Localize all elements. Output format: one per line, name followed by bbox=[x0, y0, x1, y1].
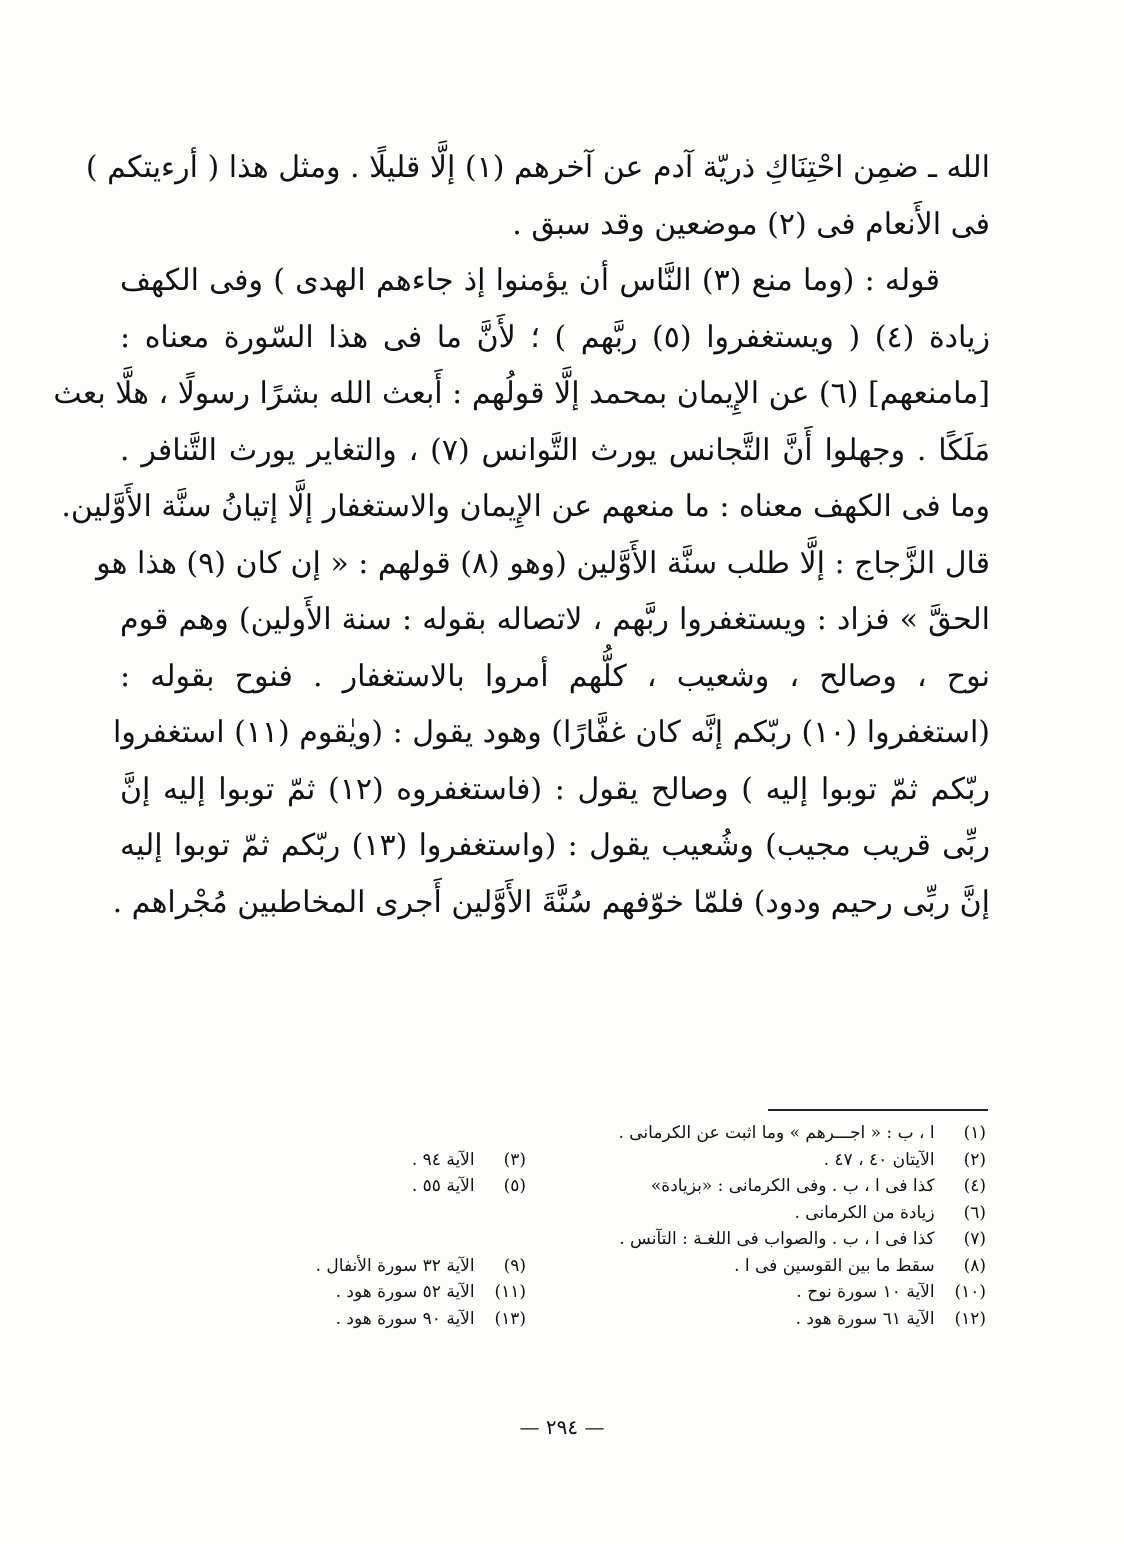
footnote-text: الآية ٥٥ . bbox=[411, 1176, 475, 1196]
main-text bbox=[53, 140, 991, 931]
footnote-text: الآية ٥٢ سورة هود . bbox=[335, 1282, 475, 1302]
footnote bbox=[336, 1306, 526, 1333]
page-body bbox=[53, 140, 991, 931]
text-line: قوله : (وما منع (٣) النَّاس أن يؤمنوا إذ جاءهم الهدى ) وفى الكهف bbox=[120, 263, 940, 298]
text-line: [مامنعهم] (٦) عن الإِيمان بمحمد إلَّا قولُهم : أَبعث الله بشرًا رسولًا ، هلَّا بعث bbox=[53, 376, 990, 411]
footnote bbox=[336, 1279, 526, 1306]
footnote-text: كذا فى ا ، ب . وفى الكرمانى : «بزيادة» bbox=[650, 1176, 935, 1196]
footnote-number: (١) bbox=[963, 1123, 986, 1143]
footnote-number: (٩) bbox=[503, 1255, 526, 1276]
footnote bbox=[796, 1279, 986, 1306]
footnote-number: (٤) bbox=[963, 1176, 986, 1196]
footnote-row bbox=[200, 1279, 986, 1306]
text-line: نوح ، وصالح ، وشعيب ، كلُّهم أمروا بالاستغفار . فنوح بقوله : bbox=[120, 658, 990, 694]
text-line: الحقَّ » فزاد : ويستغفروا ربَّهم ، لاتصاله بقوله : سنة الأَولين) وهم قوم bbox=[120, 602, 990, 637]
page-number: — ٢٩٤ — bbox=[519, 1415, 605, 1439]
footnote-row bbox=[200, 1306, 986, 1333]
footnote bbox=[619, 1226, 986, 1253]
footnote bbox=[316, 1253, 526, 1280]
footnote bbox=[734, 1253, 986, 1280]
footnote-row bbox=[200, 1147, 986, 1174]
footnote-text: الآية ٩٠ سورة هود . bbox=[335, 1308, 475, 1329]
text-line: (استغفروا (١٠) ربّكم إنَّه كان غفَّارًا) وهود يقول : (ويٰقوم (١١) استغفروا bbox=[112, 715, 990, 750]
text-line: مَلَكًا . وجهلوا أَنَّ التَّجانس يورث التَّوانس (٧) ، والتغاير يورث التَّنافر . bbox=[120, 432, 991, 468]
footnote bbox=[794, 1200, 986, 1227]
text-line: قال الزَّجاج : إلَّا طلب سنَّة الأَوَّلين (وهو (٨) قولهم : « إن كان (٩) هذا هو bbox=[96, 545, 990, 581]
text-line: ربِّى قريب مجيب) وشُعيب يقول : (واستغفروا (١٣) ربّكم ثمّ توبوا إليه bbox=[120, 828, 990, 863]
footnote bbox=[412, 1147, 526, 1174]
text-line: وما فى الكهف معناه : ما منعهم عن الإِيمان والاستغفار إلَّا إتيانُ سنَّة الأَوَّلين. bbox=[61, 489, 990, 524]
footnote-row bbox=[200, 1226, 986, 1253]
footnote-number: (١٠) bbox=[954, 1282, 986, 1302]
footnote-text: الآية ٩٤ . bbox=[411, 1149, 475, 1170]
footnote-number: (٦) bbox=[963, 1202, 986, 1223]
footnote-text: سقط ما بين القوسين فى ا . bbox=[734, 1255, 935, 1276]
footnote-number: (١٢) bbox=[954, 1308, 986, 1329]
footnote-text: الآيتان ٤٠ ، ٤٧ . bbox=[823, 1149, 935, 1170]
footnote-text: الآية ٣٢ سورة الأنفال . bbox=[315, 1255, 475, 1276]
footnote-text: الآية ١٠ سورة نوح . bbox=[796, 1282, 935, 1302]
text-line: الله ـ ضمِن احْتِنَاكِ ذريّة آدم عن آخرهم (١) إلَّا قليلًا . ومثل هذا ( أرءيتكم ) bbox=[85, 150, 990, 185]
footnote bbox=[824, 1147, 986, 1174]
footnote bbox=[412, 1173, 526, 1200]
footnote-text: الآية ٦١ سورة هود . bbox=[795, 1308, 935, 1329]
footnote-separator bbox=[768, 1109, 988, 1111]
footnote-number: (٧) bbox=[963, 1229, 986, 1249]
text-line: ربّكم ثمّ توبوا إليه ) وصالح يقول : (فاستغفروه (١٢) ثمّ توبوا إليه إنَّ bbox=[120, 771, 990, 807]
footnote bbox=[618, 1120, 986, 1147]
footnote-row bbox=[200, 1120, 986, 1147]
footnote-row bbox=[200, 1173, 986, 1200]
footnote bbox=[796, 1306, 986, 1333]
footnote-text: كذا فى ا ، ب . والصواب فى اللغـة : التآنس . bbox=[619, 1229, 935, 1249]
footnote-text: ا ، ب : « اجـــرهم » وما اثبت عن الكرمانى . bbox=[618, 1123, 935, 1143]
footnote-row bbox=[200, 1253, 986, 1280]
footnote-number: (٢) bbox=[963, 1149, 986, 1170]
text-line: فى الأَنعام فى (٢) موضعين وقد سبق . bbox=[512, 206, 990, 242]
footnote-number: (٥) bbox=[503, 1176, 526, 1196]
footnote-number: (٨) bbox=[963, 1255, 986, 1276]
footnote-text: زيادة من الكرمانى . bbox=[794, 1202, 935, 1223]
footnote-number: (٣) bbox=[503, 1149, 526, 1170]
footnote-number: (١١) bbox=[494, 1282, 526, 1302]
footnote-row bbox=[200, 1200, 986, 1227]
text-line: زيادة (٤) ( ويستغفروا (٥) ربَّهم ) ؛ لأَنَّ ما فى هذا السّورة معناه : bbox=[120, 319, 991, 355]
footnotes bbox=[200, 1120, 986, 1332]
text-line: إنَّ ربِّى رحيم ودود) فلمّا خوّفهم سُنَّةَ الأَوَّلين أَجرى المخاطبين مُجْراهم . bbox=[112, 884, 990, 920]
footnote bbox=[651, 1173, 986, 1200]
footnote-number: (١٣) bbox=[494, 1308, 526, 1329]
